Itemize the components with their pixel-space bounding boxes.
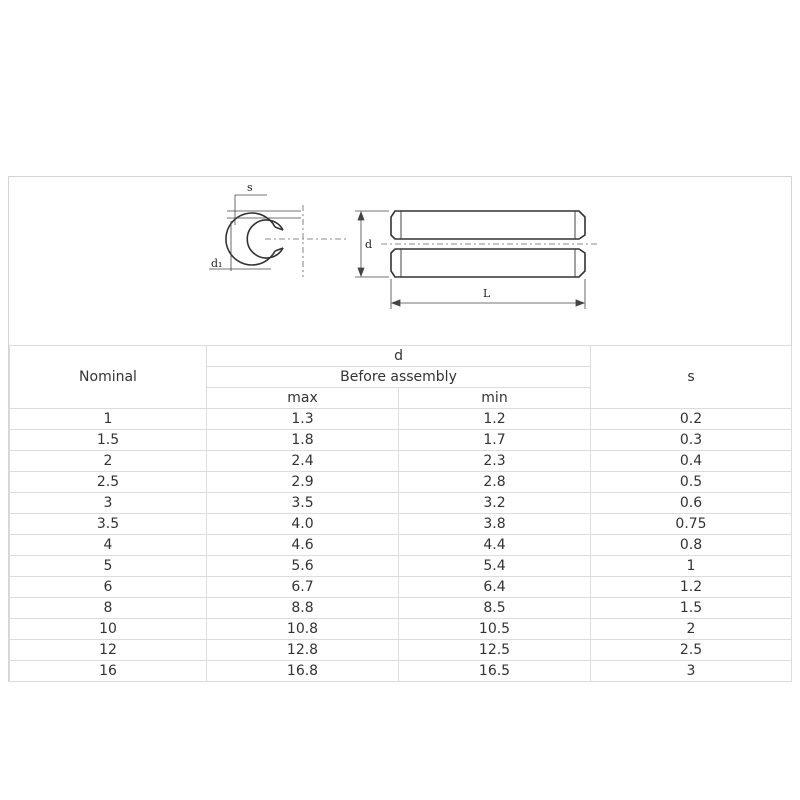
cell-nominal: 1 — [10, 409, 207, 430]
label-s: s — [247, 181, 253, 194]
label-L: L — [483, 287, 491, 300]
cell-s: 0.3 — [591, 430, 792, 451]
cell-max: 5.6 — [207, 556, 399, 577]
cell-min: 2.8 — [399, 472, 591, 493]
table-row — [10, 472, 792, 493]
cell-min: 5.4 — [399, 556, 591, 577]
cell-max: 1.8 — [207, 430, 399, 451]
table-row — [10, 535, 792, 556]
cell-min: 8.5 — [399, 598, 591, 619]
cell-min: 10.5 — [399, 619, 591, 640]
cell-nominal: 3 — [10, 493, 207, 514]
cell-nominal: 3.5 — [10, 514, 207, 535]
cell-max: 4.6 — [207, 535, 399, 556]
cell-s: 3 — [591, 661, 792, 682]
table-row — [10, 598, 792, 619]
cell-s: 2.5 — [591, 640, 792, 661]
cell-nominal: 2 — [10, 451, 207, 472]
cell-nominal: 5 — [10, 556, 207, 577]
cell-nominal: 1.5 — [10, 430, 207, 451]
cell-min: 2.3 — [399, 451, 591, 472]
cell-max: 6.7 — [207, 577, 399, 598]
table-row — [10, 493, 792, 514]
cell-max: 16.8 — [207, 661, 399, 682]
table-row — [10, 430, 792, 451]
cell-max: 4.0 — [207, 514, 399, 535]
spec-table — [9, 345, 792, 682]
cell-s: 0.2 — [591, 409, 792, 430]
header-min: min — [399, 388, 591, 409]
cell-max: 1.3 — [207, 409, 399, 430]
cell-min: 4.4 — [399, 535, 591, 556]
cell-nominal: 6 — [10, 577, 207, 598]
table-row — [10, 619, 792, 640]
label-d1: d₁ — [211, 257, 223, 270]
header-s: s — [591, 346, 792, 409]
cell-min: 1.2 — [399, 409, 591, 430]
cell-nominal: 12 — [10, 640, 207, 661]
cell-s: 1 — [591, 556, 792, 577]
cell-min: 6.4 — [399, 577, 591, 598]
cell-max: 2.4 — [207, 451, 399, 472]
cell-nominal: 4 — [10, 535, 207, 556]
cell-s: 0.8 — [591, 535, 792, 556]
cell-nominal: 16 — [10, 661, 207, 682]
table-row — [10, 577, 792, 598]
cell-max: 10.8 — [207, 619, 399, 640]
table-row — [10, 556, 792, 577]
cell-max: 2.9 — [207, 472, 399, 493]
header-max: max — [207, 388, 399, 409]
cell-s: 2 — [591, 619, 792, 640]
cell-min: 1.7 — [399, 430, 591, 451]
table-row — [10, 409, 792, 430]
cell-s: 0.75 — [591, 514, 792, 535]
spring-pin-drawing-svg — [9, 177, 793, 345]
label-d: d — [365, 238, 373, 251]
cell-s: 0.6 — [591, 493, 792, 514]
centerlines-end-view — [265, 205, 347, 277]
table-row — [10, 451, 792, 472]
cell-nominal: 8 — [10, 598, 207, 619]
cell-s: 1.5 — [591, 598, 792, 619]
cell-min: 16.5 — [399, 661, 591, 682]
header-nominal: Nominal — [10, 346, 207, 409]
header-before-assembly: Before assembly — [207, 367, 591, 388]
cell-max: 12.8 — [207, 640, 399, 661]
table-row — [10, 640, 792, 661]
table-row — [10, 514, 792, 535]
cell-min: 3.8 — [399, 514, 591, 535]
cell-s: 0.4 — [591, 451, 792, 472]
header-row-1 — [10, 346, 792, 367]
cell-nominal: 2.5 — [10, 472, 207, 493]
cell-s: 1.2 — [591, 577, 792, 598]
cell-s: 0.5 — [591, 472, 792, 493]
header-d: d — [207, 346, 591, 367]
cell-max: 3.5 — [207, 493, 399, 514]
cell-min: 3.2 — [399, 493, 591, 514]
cell-nominal: 10 — [10, 619, 207, 640]
table-row — [10, 661, 792, 682]
technical-drawing — [9, 177, 793, 345]
cell-min: 12.5 — [399, 640, 591, 661]
spec-sheet — [8, 176, 792, 682]
cell-max: 8.8 — [207, 598, 399, 619]
